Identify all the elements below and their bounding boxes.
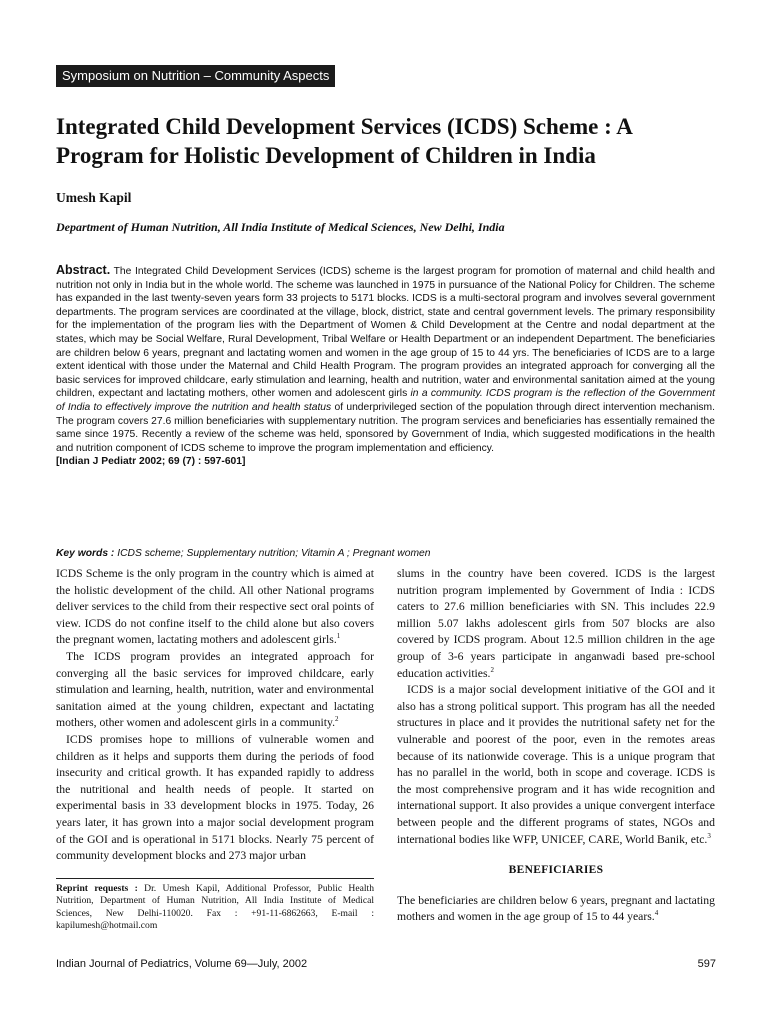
- body-paragraph: [56, 649, 374, 732]
- abstract-text-italic: in a community. ICDS program is the reflection of the Government of India to effectively improve the nutrition and health status: [56, 388, 715, 413]
- abstract-text-2: of underprivileged section of the population through direct intervention mechanism. The program covers 27.6 million beneficiaries with supplementary nutrition. The program services and beneficiaries has essentially remained the same since 1975. Recently a review of the scheme was held, sponsored by Government of India, which suggested modifications in the health and nutrition component of ICDS scheme to improve the program implementation and efficiency.: [56, 401, 715, 454]
- reference-superscript: 3: [707, 831, 711, 840]
- paragraph-text: ICDS is a major social development initiative of the GOI and it also has a strong political support. This program has all the needed structures in place and it provides the nutritional safety net for the vulnerable and poorest of the poor, even in the remotes areas because of its nationwide coverage. This is a unique program that has no parallel in the world, both in scope and coverage. ICDS is the most comprehensive program and it has wide recognition and international support. It also provides a unique convergent interface between people and the different programs of states, NGOs and international bodies like WFP, UNICEF, CARE, World Banik, etc.: [397, 683, 715, 846]
- footnote-divider: [56, 878, 374, 879]
- paragraph-text: The ICDS program provides an integrated approach for converging all the basic services for improved childcare, early stimulation and learning, health, nutrition, water and environmental sanitation aimed at the young children, expectant and lactating mothers, other women and adolescent girls in a community.: [56, 649, 374, 730]
- keywords-label: Key words :: [56, 548, 115, 559]
- article-title: Integrated Child Development Services (ICDS) Scheme : A Program for Holistic Development of Children in India: [56, 114, 632, 168]
- keywords: [56, 548, 715, 559]
- section-heading: BENEFICIARIES: [508, 864, 604, 877]
- abstract-citation: [Indian J Pediatr 2002; 69 (7) : 597-601]: [56, 456, 246, 468]
- keywords-text: ICDS scheme; Supplementary nutrition; Vitamin A ; Pregnant women: [114, 548, 431, 559]
- abstract-lead: Abstract.: [56, 263, 111, 277]
- section-banner: Symposium on Nutrition – Community Aspects: [56, 65, 335, 87]
- body-column-right: [397, 566, 715, 926]
- author-affiliation: Department of Human Nutrition, All India Institute of Medical Sciences, New Delhi, India: [56, 220, 505, 234]
- reprint-label: Reprint requests :: [56, 883, 138, 894]
- paragraph-text: ICDS promises hope to millions of vulnerable women and children as it helps and supports them during the periods of food insecurity and critical growth. It has expanded rapidly to address the nutritional and health needs of people. It started on experimental basis in 33 development blocks in 1975. Today, 26 years later, it has grown into a major social development program of the GOI and is operational in 5171 blocks. Nearly 75 percent of community development blocks and 273 major urban: [56, 732, 374, 863]
- abstract-text-1: The Integrated Child Development Services (ICDS) scheme is the largest program for promotion of maternal and child health and nutrition not only in India but in the whole world. The scheme was launched in 1975 in pursuance of the National Policy for Children. The scheme has expanded in the last twenty-seven years form 33 projects to 5171 blocks. ICDS is a multi-sectoral program and involves several government departments. The program services are coordinated at the village, block, district, state and central government levels. The primary responsibility for the implementation of the program lies with the Department of Women & Child Development at the Centre and nodal department at the states, which may be Social Welfare, Rural Development, Tribal Welfare or Health Department or an independent Department. The beneficiaries are children below 6 years, pregnant and lactating women and women in the age group of 15 to 44 yrs. The beneficiaries of ICDS are to a large extent identical with those under the Maternal and Child Health Program. The program provides an integrated approach for converging all the basic services for improved childcare, early stimulation and learning, health and nutrition, water and environmental sanitation aimed at the young children, expectant and lactating mothers, other women and adolescent girls: [56, 266, 715, 400]
- paragraph-text: ICDS Scheme is the only program in the country which is aimed at the holistic development of the child. All other National programs deliver services to the child from their respective sect oral points of view. ICDS do not confine itself to the child alone but also covers the pregnant women, lactating mothers and adolescent girls.: [56, 567, 374, 647]
- body-paragraph: [397, 893, 715, 926]
- paragraph-text: slums in the country have been covered. ICDS is the largest nutrition program implemented by Government of India : ICDS caters to 27.6 million beneficiaries with SN. This includes 22.9 million 5.07 lakhs adolescent girls from 507 blocks are also covered by ICDS program. About 12.5 million children in the age group of 3-6 years participate in anganwadi based pre-school education activities.: [397, 567, 715, 680]
- reference-superscript: 2: [490, 665, 494, 674]
- paragraph-text: The beneficiaries are children below 6 years, pregnant and lactating mothers and women in the age group of 15 to 44 years.: [397, 893, 715, 924]
- reference-superscript: 1: [336, 632, 341, 641]
- body-paragraph: [397, 566, 715, 682]
- author-name: Umesh Kapil: [56, 190, 132, 205]
- reprint-requests: [56, 883, 374, 933]
- body-paragraph: [56, 566, 374, 649]
- body-paragraph: [56, 732, 374, 865]
- abstract: [56, 264, 715, 469]
- reference-superscript: 2: [335, 715, 339, 724]
- page-number: 597: [697, 958, 716, 970]
- body-paragraph: [397, 682, 715, 848]
- reprint-text: Dr. Umesh Kapil, Additional Professor, Public Health Nutrition, Department of Human Nutrition, All India Institute of Medical Sciences, New Delhi-110020. Fax : +91-11-6862663, E-mail : kapilumesh@hotmail.com: [56, 883, 374, 932]
- reference-superscript: 4: [654, 909, 659, 918]
- journal-footer: Indian Journal of Pediatrics, Volume 69—July, 2002: [56, 958, 308, 970]
- body-column-left: [56, 566, 374, 865]
